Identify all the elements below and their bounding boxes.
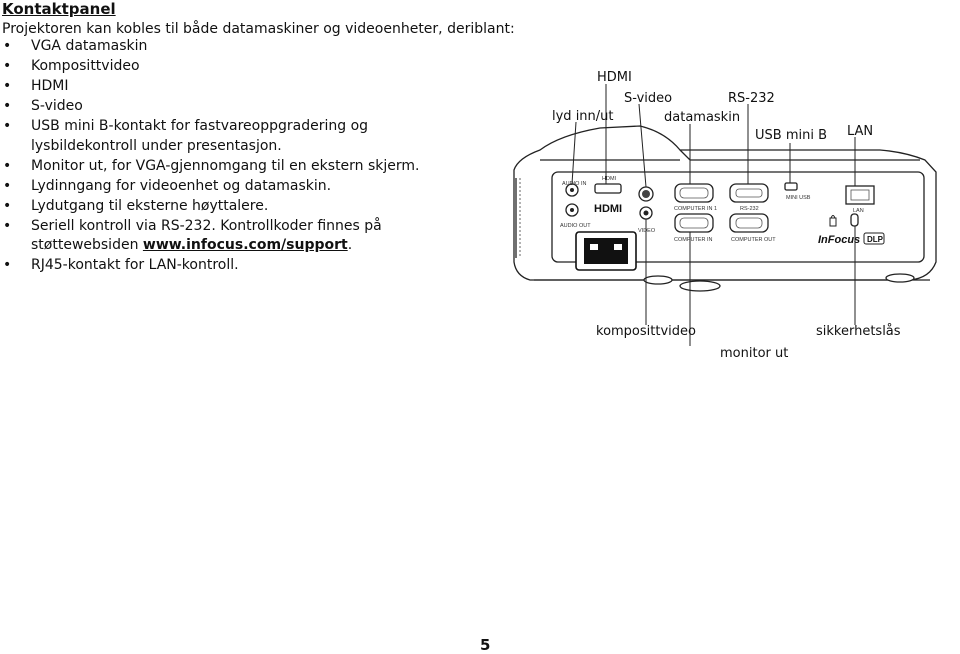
list-item: • USB mini B-kontakt for fastvareoppgradering og lysbildekontroll under presentasjon. <box>0 117 451 156</box>
list-item-suffix: . <box>347 237 353 253</box>
callout-audio: lyd inn/ut <box>552 109 614 124</box>
intro-text: Projektoren kan kobles til både datamaskiner og videoenheter, deriblant: <box>2 21 515 37</box>
computer-in-label: COMPUTER IN 1 <box>674 206 718 212</box>
callout-svideo: S-video <box>624 91 673 106</box>
dlp-text: DLP <box>867 235 883 244</box>
svideo-port <box>639 187 653 201</box>
computer-out-label: COMPUTER OUT <box>731 237 776 243</box>
audio-out-label: AUDIO OUT <box>560 223 591 229</box>
list-item: • RJ45-kontakt for LAN-kontroll. <box>0 256 480 276</box>
dlp-logo <box>864 233 884 244</box>
callout-hdmi: HDMI <box>597 70 632 85</box>
list-item: • S-video <box>0 97 480 117</box>
power-socket <box>576 232 636 270</box>
rs232-label: RS-232 <box>740 206 759 212</box>
callout-security: sikkerhetslås <box>816 324 901 339</box>
callout-composite: komposittvideo <box>596 324 696 339</box>
list-item: • VGA datamaskin <box>0 37 480 57</box>
mini-usb-label: MINI USB <box>786 195 811 201</box>
hdmi-port-label: HDMI <box>602 176 617 182</box>
video-label: VIDEO <box>638 228 656 234</box>
computer-in-port <box>674 184 717 212</box>
list-item: • HDMI <box>0 77 480 97</box>
section-heading: Kontaktpanel <box>2 0 116 18</box>
audio-in-label: AUDIO IN <box>562 181 587 187</box>
list-item: • Lydinngang for videoenhet og datamaskin. <box>0 177 480 197</box>
callout-lan: LAN <box>847 124 874 139</box>
callout-usb: USB mini B <box>755 128 827 143</box>
list-item: • Lydutgang til eksterne høyttalere. <box>0 197 480 217</box>
infocus-logo: InFocus <box>818 234 861 246</box>
callout-rs232: RS-232 <box>728 91 775 106</box>
lan-label: LAN <box>853 208 864 214</box>
callout-monitor: monitor ut <box>720 346 789 361</box>
list-item: • Komposittvideo <box>0 57 480 77</box>
list-item: • Monitor ut, for VGA-gjennomgang til en ekstern skjerm. <box>0 157 480 177</box>
hdmi-logo: HDMI <box>594 203 623 215</box>
list-item-text: Seriell kontroll via RS-232. Kontrollkoder finnes på støttewebsiden <box>31 217 382 253</box>
computer-in-2-label: COMPUTER IN <box>674 237 713 243</box>
callout-computer: datamaskin <box>664 110 741 125</box>
support-link[interactable]: www.infocus.com/support <box>142 237 348 253</box>
page-number: 5 <box>480 636 491 654</box>
computer-in-2-port <box>674 214 713 243</box>
